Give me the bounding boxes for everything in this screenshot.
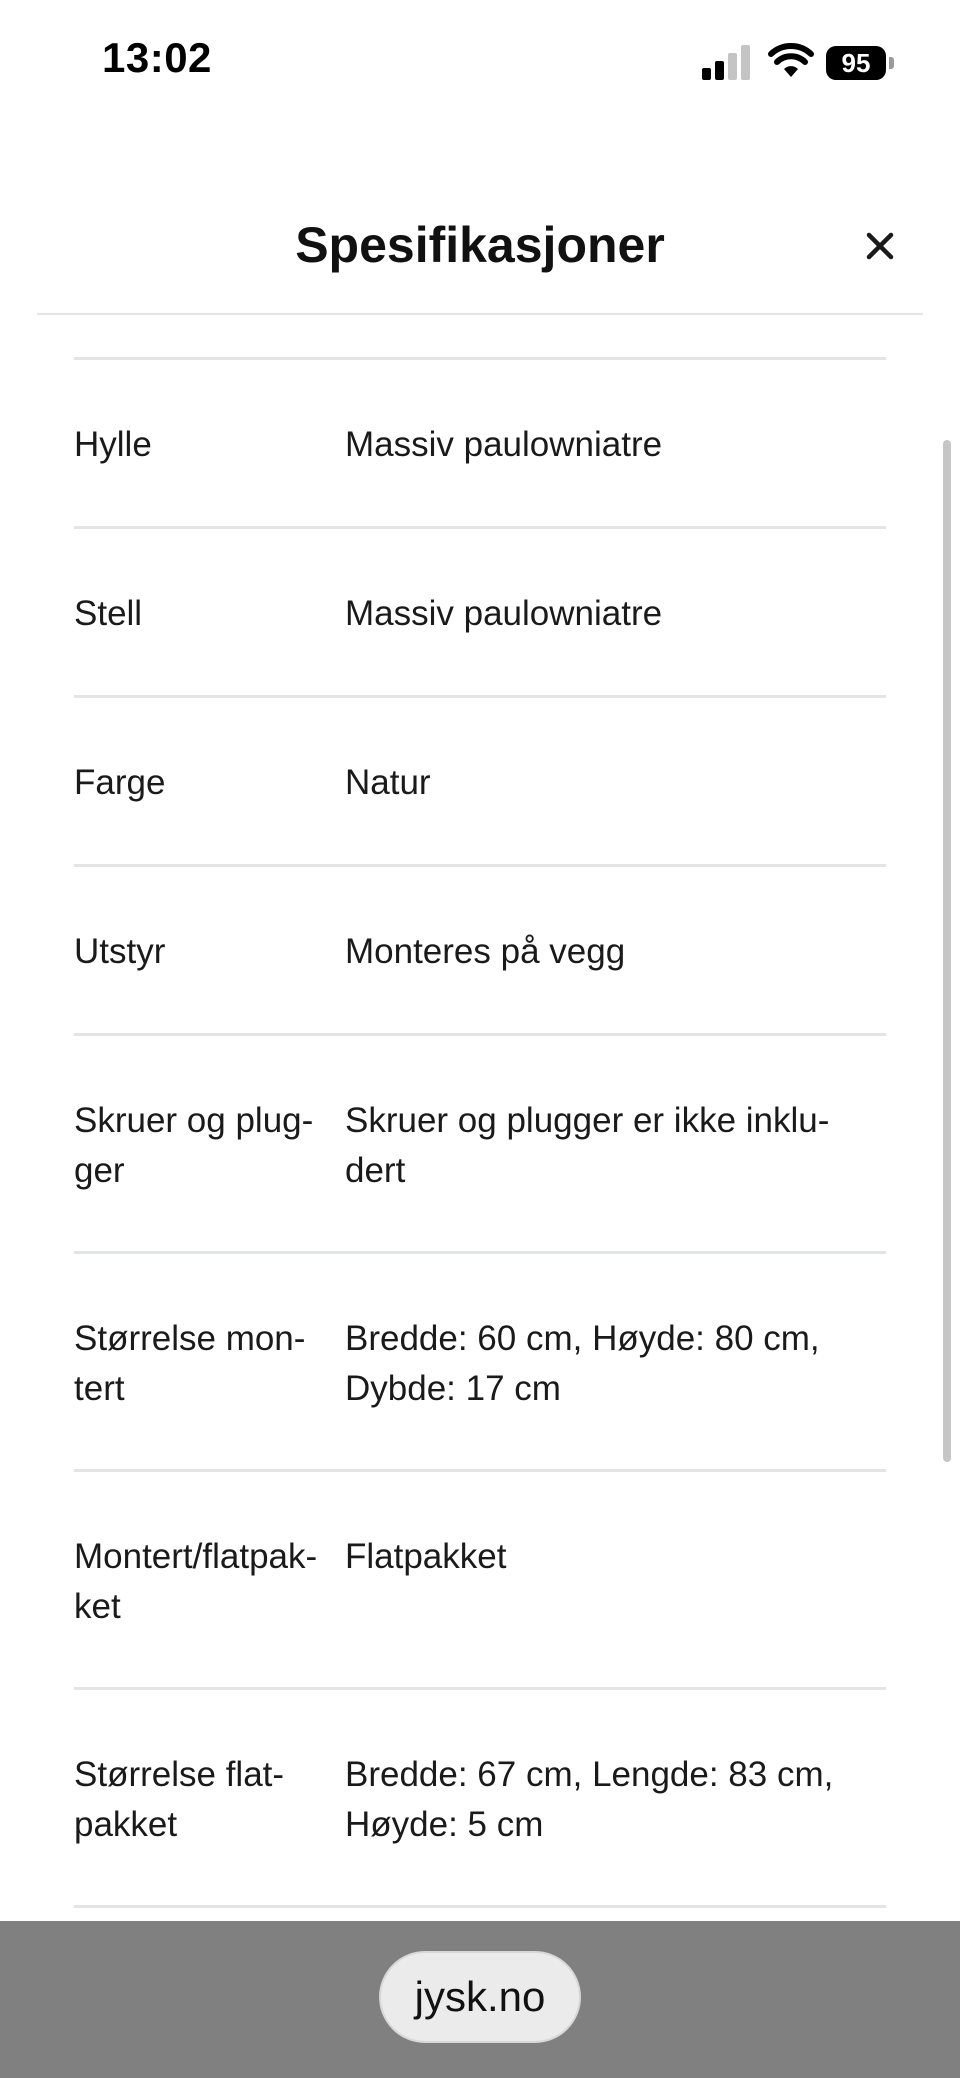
spec-value: Natur <box>345 763 431 802</box>
spec-label: Hylle <box>74 425 152 464</box>
spec-value: Massiv paulowniatre <box>345 425 663 464</box>
spec-row-screws <box>74 1036 886 1254</box>
sheet-header <box>0 200 960 314</box>
battery-cap <box>889 57 894 69</box>
spec-row-color <box>74 698 886 867</box>
spec-label: Størrelse mon- tert <box>74 1319 306 1408</box>
close-icon <box>865 231 895 261</box>
spec-label: Skruer og plug- ger <box>74 1101 314 1190</box>
battery-level: 95 <box>826 46 886 80</box>
header-divider <box>37 313 923 315</box>
spec-value: Monteres på vegg <box>345 932 626 971</box>
spec-row-size-assembled <box>74 1254 886 1472</box>
spec-row-frame <box>74 529 886 698</box>
spec-value: Bredde: 67 cm, Lengde: 83 cm, Høyde: 5 cm <box>345 1755 834 1844</box>
spec-row-equipment <box>74 867 886 1036</box>
browser-bottom-bar <box>0 1921 960 2078</box>
page-title: Spesifikasjoner <box>295 217 665 273</box>
spec-label: Farge <box>74 763 166 802</box>
spec-value: Skruer og plugger er ikke inklu- dert <box>345 1101 830 1190</box>
battery-indicator <box>826 46 894 80</box>
spec-value: Massiv paulowniatre <box>345 594 663 633</box>
wifi-icon <box>768 42 814 80</box>
status-bar <box>0 0 960 120</box>
spec-row-size-flatpacked <box>74 1690 886 1908</box>
spec-row-shelf <box>74 360 886 529</box>
spec-label: Størrelse flat- pakket <box>74 1755 285 1844</box>
scrollbar[interactable] <box>943 440 951 1462</box>
spec-label: Stell <box>74 594 143 633</box>
spec-value: Flatpakket <box>345 1537 507 1576</box>
spec-value: Bredde: 60 cm, Høyde: 80 cm, Dybde: 17 cm <box>345 1319 820 1408</box>
spec-label: Utstyr <box>74 932 166 971</box>
close-button[interactable] <box>858 224 902 268</box>
spec-label: Montert/flatpak- ket <box>74 1537 318 1626</box>
url-address-pill[interactable]: jysk.no <box>379 1951 581 2043</box>
spec-row-assembly-state <box>74 1472 886 1690</box>
cellular-signal-icon <box>700 44 752 80</box>
status-time: 13:02 <box>102 34 212 81</box>
spec-list <box>74 357 886 1908</box>
